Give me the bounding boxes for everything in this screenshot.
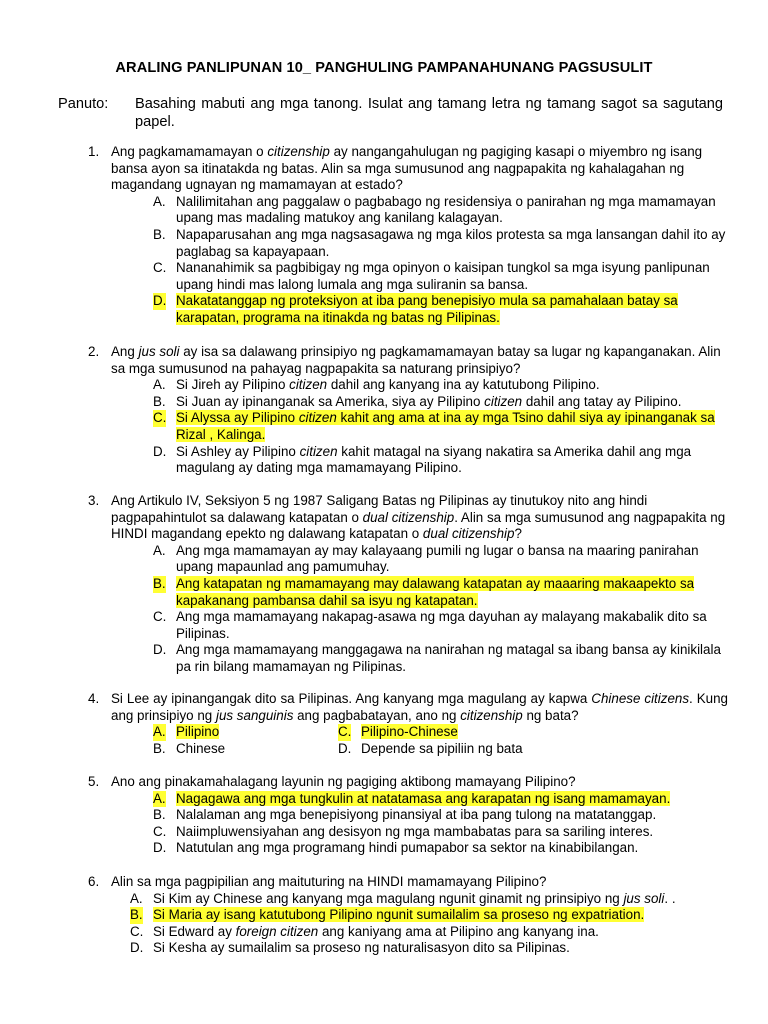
option-d: D. Si Ashley ay Pilipino citizen kahit matagal na siyang nakatira sa Amerika dahil ang mga magulang ay dating mga mamamayang Pilipino. (153, 443, 692, 476)
option-d-answer: D. Nakatatanggap ng proteksiyon at iba pang benepisiyo mula sa pamahalaan batay sa karapatan, programa na itinakda ng batas ng Pilipinas. (153, 293, 678, 325)
instructions-label: Panuto: (58, 96, 109, 112)
question-2 (88, 344, 728, 477)
question-stem: Alin sa mga pagpipilian ang maituturing na HINDI mamamayang Pilipino? (111, 874, 547, 889)
option-c-answer: C. Pilipino-Chinese (338, 724, 458, 740)
question-number: 5. (88, 774, 100, 789)
page-title: ARALING PANLIPUNAN 10_ PANGHULING PAMPANAHUNANG PAGSUSULIT (115, 60, 653, 76)
instructions-text: Basahing mabuti ang mga tanong. Isulat ang tamang letra ng tamang sagot sa sagutang papel. (135, 96, 723, 130)
option-a-answer: A. Nagagawa ang mga tungkulin at natatamasa ang karapatan ng isang mamamayan. (153, 790, 671, 806)
option-b: B. Chinese (153, 740, 226, 756)
option-d: D. Ang mga mamamayang manggagawa na nanirahan ng matagal sa ibang bansa ay kinikilala pa rin bilang mamamayan ng Pilipinas. (153, 642, 721, 674)
option-b-answer: B. Si Maria ay isang katutubong Pilipino ngunit sumailalim sa proseso ng expatriation. (130, 907, 645, 923)
option-d: D. Si Kesha ay sumailalim sa proseso ng naturalisasyon dito sa Pilipinas. (130, 940, 570, 956)
question-3 (88, 493, 728, 676)
question-number: 6. (88, 874, 100, 889)
option-d: D. Natutulan ang mga programang hindi pumapabor sa sektor na kinabibilangan. (153, 840, 639, 856)
question-stem: Ang pagkamamamayan o citizenship ay nangangahulugan ng pagiging kasapi o miyembro ng isang bansa ayon sa itinatakda ng batas. Alin sa mga sumusunod ang nagpapakita ng kahalagahan ng magandang ugnayan ng mamamayan at estado? (111, 144, 703, 193)
option-c: C. Naiimpluwensiyahan ang desisyon ng mga mambabatas para sa sariling interes. (153, 823, 654, 839)
question-4 (88, 691, 728, 757)
option-c: C. Si Edward ay foreign citizen ang kaniyang ama at Pilipino ang kanyang ina. (130, 923, 599, 939)
question-5 (88, 774, 728, 857)
instructions (58, 95, 723, 131)
option-a: A. Si Kim ay Chinese ang kanyang mga magulang ngunit ginamit ng prinsipiyo ng jus soli. . (130, 890, 676, 906)
option-a: A. Nalilimitahan ang paggalaw o pagbabago ng residensiya o panirahan ng mga mamamayan upang mas madaling matukoy ang kanilang kalagayan. (153, 193, 716, 226)
question-stem: Ano ang pinakamahalagang layunin ng pagiging aktibong mamayang Pilipino? (111, 774, 576, 789)
option-c: C. Ang mga mamamayang nakapag-asawa ng mga dayuhan ay malayang makabalik dito sa Pilipinas. (153, 609, 707, 641)
question-number: 3. (88, 493, 100, 508)
question-number: 2. (88, 344, 100, 359)
option-a: A. Si Jireh ay Pilipino citizen dahil ang kanyang ina ay katutubong Pilipino. (153, 377, 600, 393)
question-1 (88, 144, 728, 327)
option-b: B. Nalalaman ang mga benepisiyong pinansiyal at iba pang tulong na matatanggap. (153, 807, 657, 823)
question-stem: Si Lee ay ipinangangak dito sa Pilipinas. Ang kanyang mga magulang ay kapwa Chinese citizens. Kung ang prinsipiyo ng jus sanguinis ang pagbabatayan, ano ng citizenship ng bata? (111, 691, 729, 723)
option-c: C. Nananahimik sa pagbibigay ng mga opinyon o kaisipan tungkol sa mga isyung panlipunan upang hindi mas lalong lumala ang mga suliranin sa bansa. (153, 260, 710, 292)
question-number: 4. (88, 691, 100, 706)
question-stem: Ang Artikulo IV, Seksiyon 5 ng 1987 Saligang Batas ng Pilipinas ay tinutukoy nito ang hindi pagpapahintulot sa dalawang katapatan o dual citizenship. Alin sa mga sumusunod ang nagpapakita ng HINDI magandang epekto ng dalawang katapatan o dual citizenship? (111, 493, 726, 542)
option-b: B. Si Juan ay ipinanganak sa Amerika, siya ay Pilipino citizen dahil ang tatay ay Pilipino. (153, 393, 682, 409)
question-stem: Ang jus soli ay isa sa dalawang prinsipiyo ng pagkamamamayan batay sa lugar ng kapanganakan. Alin sa mga sumusunod na pahayag nagpapakita sa naturang prinsipiyo? (111, 344, 721, 376)
question-number: 1. (88, 144, 100, 159)
option-a-answer: A. Pilipino (153, 724, 220, 740)
option-b-answer: B. Ang katapatan ng mamamayang may dalawang katapatan ay maaaring makaapekto sa kapakanang pambansa dahil sa isyu ng katapatan. (153, 575, 695, 608)
option-a: A. Ang mga mamamayan ay may kalayaang pumili ng lugar o bansa na maaring panirahan upang mapaunlad ang pamumuhay. (153, 542, 699, 575)
option-d: D. Depende sa pipiliin ng bata (338, 740, 523, 756)
option-b: B. Napaparusahan ang mga nagsasagawa ng mga kilos protesta sa mga lansangan dahil ito ay paglabag sa kapayapaan. (153, 226, 726, 259)
question-6 (88, 874, 728, 957)
option-c-answer: C. Si Alyssa ay Pilipino citizen kahit ang ama at ina ay mga Tsino dahil siya ay ipinanganak sa Rizal , Kalinga. (153, 410, 715, 442)
